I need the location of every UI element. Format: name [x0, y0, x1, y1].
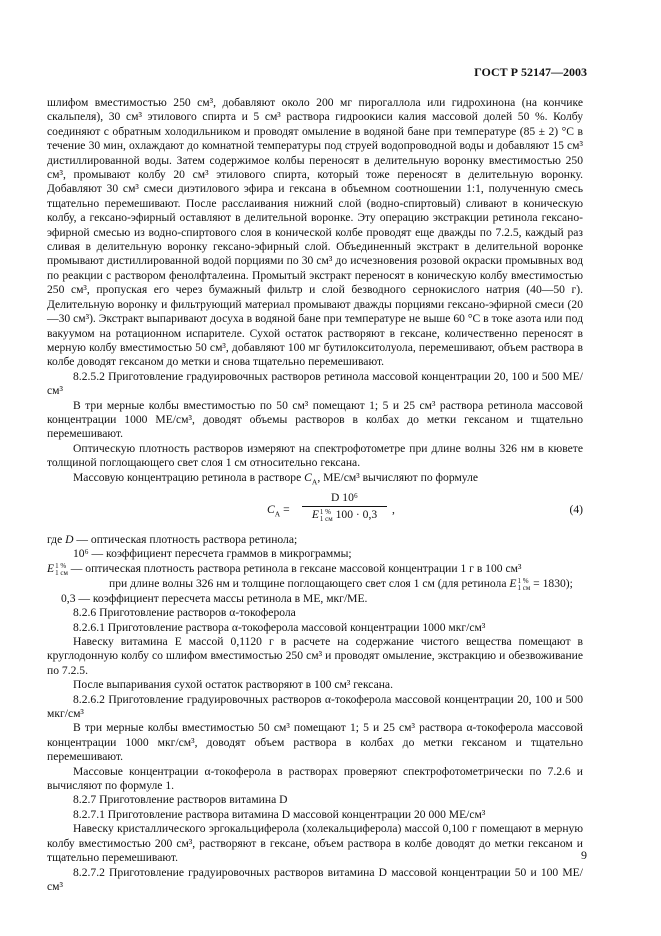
section-8-2-6-1-title: 8.2.6.1 Приготовление раствора α-токоферола массовой концентрации 1000 мкг/см³	[73, 620, 486, 634]
definition-e: E1 % 1 см — оптическая плотность раствора ретинола в гексане массовой концентрации 1 г в 100 см³	[47, 561, 522, 577]
definition-d: где D — оптическая плотность раствора ретинола;	[47, 532, 298, 546]
formula-4	[47, 489, 583, 531]
formula-numerator: D 10⁶	[302, 491, 387, 507]
section-8-2-7-1-title: 8.2.7.1 Приготовление раствора витамина D массовой концентрации 20 000 МЕ/см³	[73, 807, 486, 821]
paragraph-formula-intro: Массовую концентрацию ретинола в растворе $C_A$, МЕ/см³ вычисляют по формуле	[73, 470, 478, 486]
paragraph-optical-density: Оптическую плотность растворов измеряют на спектрофотометре при длине волны 326 нм в кювете толщиной поглощающего свет слоя 1 см относительно гексана.	[47, 441, 583, 470]
paragraph-saponification: шлифом вместимостью 250 см³, добавляют около 200 мг пирогаллола или гидрохинона (на кончике скальпеля), 30 см³ этилового спирта и 5 см³ раствора гидроокиси калия массовой долей 50 %. Колбу соединяют с обратным холодильником и проводят омыление в водяной бане при температуре (85 ± 2) °С в течение 30 мин, охлаждают до комнатной температуры под струей водопроводной воды и добавляют 15 см³ дистиллированной воды. Затем содержимое колбы переносят в делительную воронку вместимостью 250 см³, промывают колбу 20 см³ этилового спирта, который тоже переносят в делительную воронку. Добавляют 30 см³ смеси диэтилового эфира и гексана в объемном соотношении 1:1, полученную смесь тщательно перемешивают. После расслаивания нижний слой (водно-спиртовый) сливают в коническую колбу, а гексано-эфирный оставляют в делительной воронке. Эту операцию экстракции ретинола гексано-эфирной смесью из водно-спиртового слоя в конической колбе проводят еще дважды по 7.2.5, каждый раз сливая в делительную воронку гексано-эфирный слой. Объединенный экстракт в делительной воронке промывают дистиллированной водой порциями по 30 см³ до исчезновения розовой окраски промывных вод по реакции с раствором фенолфталеина. Промытый экстракт переносят в коническую колбу вместимостью 250 см³, пропуская его через бумажный фильтр и слой безводного сернокислого натрия (40—50 г). Делительную воронку и фильтрующий материал промывают дважды порциями гексано-эфирной смеси (20—30 см³). Экстракт выпаривают досуха в водяной бане при температуре не выше 60 °С в токе азота или под вакуумом на ротационном испарителе. Сухой остаток растворяют в гексане, количественно переносят в мерную колбу вместимостью 50 см³, добавляют 100 мг бутилокситолуола, перемешивают, объем раствора в колбе доводят гексаном до метки и снова тщательно перемешивают.	[47, 96, 583, 369]
document-header: ГОСТ Р 52147—2003	[474, 65, 587, 79]
c-subscript: A	[311, 476, 318, 486]
section-8-2-6-title: 8.2.6 Приготовление растворов α-токоферола	[73, 606, 296, 620]
section-8-2-5-2-title: 8.2.5.2 Приготовление градуировочных растворов ретинола массовой концентрации 20, 100 и 500 МЕ/см³	[47, 369, 583, 398]
formula-denominator: E1 % 1 см 100 · 0,3	[311, 508, 378, 524]
paragraph-vitamin-e-sample: Навеску витамина Е массой 0,1120 г в расчете на содержание чистого вещества помещают в круглодонную колбу со шлифом вместимостью 250 см³ и проводят омыление, экстракцию и обезвоживание по 7.2.5.	[47, 635, 583, 677]
formula-definitions	[47, 533, 583, 606]
page-body	[47, 96, 583, 894]
formula-number: (4)	[569, 502, 583, 516]
formula-fraction	[302, 491, 387, 523]
definition-e-continued: при длине волны 326 нм и толщине поглощающего свет слоя 1 см (для ретинола E1 % 1 см = 1830);	[109, 576, 573, 592]
paragraph-dissolve-hexane: После выпаривания сухой остаток растворяют в 100 см³ гексана.	[73, 678, 393, 692]
section-8-2-6-2-title: 8.2.6.2 Приготовление градуировочных растворов α-токоферола массовой концентрации 20, 100 и 500 мкг/см³	[47, 692, 583, 721]
c-symbol: C	[304, 470, 312, 484]
paragraph-ergocalciferol-sample: Навеску кристаллического эргокальциферола (холекальциферола) массой 0,100 г помещают в мерную колбу вместимостью 200 см³, растворяют в гексане, объем раствора в колбе доводят до метки гексаном и тщательно перемешивают.	[47, 822, 583, 865]
section-8-2-7-title: 8.2.7 Приготовление растворов витамина D	[73, 793, 288, 807]
definition-power: 10⁶ — коэффициент пересчета граммов в микрограммы;	[73, 547, 352, 561]
definition-coefficient: 0,3 — коэффициент пересчета массы ретинола в МЕ, мкг/МЕ.	[61, 591, 368, 605]
formula-comma: ,	[392, 502, 395, 516]
paragraph-tocopherol-dilution: В три мерные колбы вместимостью 50 см³ помещают 1; 5 и 25 см³ раствора α-токоферола массовой концентрации 1000 мкг/см³, доводят объем раствора в колбах до метки гексаном и тщательно перемешивают.	[47, 721, 583, 764]
formula-lhs: $C_A$ =	[267, 502, 290, 519]
section-8-2-7-2-title: 8.2.7.2 Приготовление градуировочных растворов витамина D массовой концентрации 50 и 100 МЕ/см³	[47, 865, 583, 893]
paragraph-tocopherol-check: Массовые концентрации α-токоферола в растворах проверяют спектрофотометрически по 7.2.6 и вычисляют по формуле 1.	[47, 764, 583, 793]
paragraph-retinol-dilution: В три мерные колбы вместимостью по 50 см³ помещают 1; 5 и 25 см³ раствора ретинола массовой концентрации 1000 МЕ/см³, доводят объемы растворов в колбах до метки гексаном и тщательно перемешивают.	[47, 398, 583, 441]
page-number: 9	[581, 848, 587, 862]
